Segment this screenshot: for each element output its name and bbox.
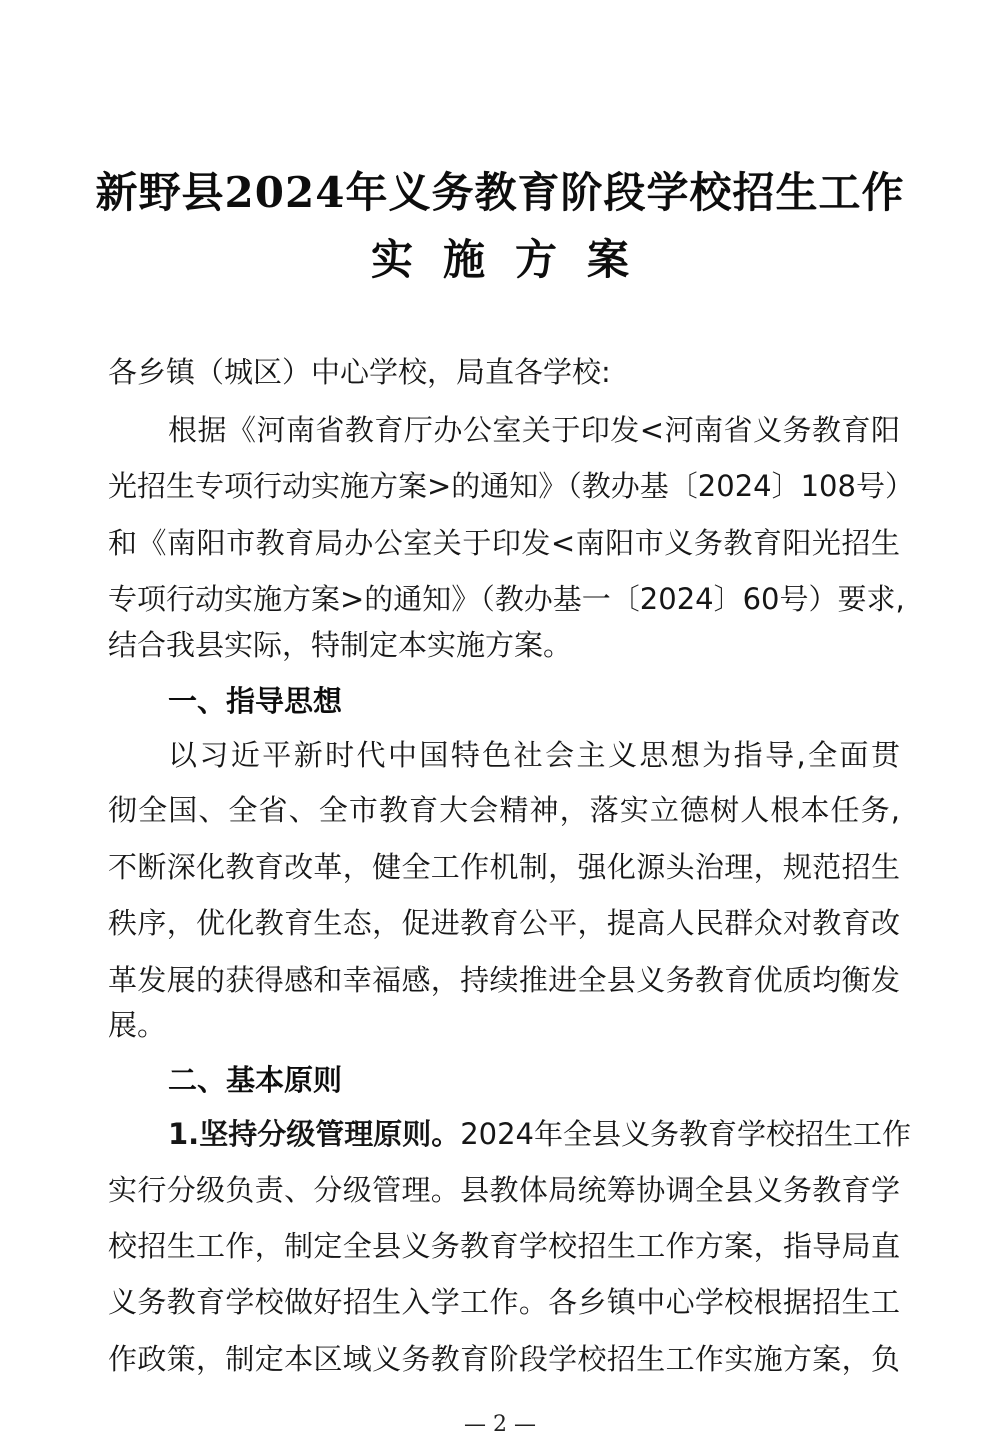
intro-line-1: 根据《河南省教育厅办公室关于印发<河南省义务教育阳: [168, 413, 900, 447]
intro-line-5: 结合我县实际，特制定本实施方案。: [108, 628, 573, 662]
section1-line-4: 秩序，优化教育生态，促进教育公平，提高人民群众对教育改: [108, 906, 900, 940]
section2-line-2: 实行分级负责、分级管理。县教体局统筹协调全县义务教育学: [108, 1173, 900, 1207]
section1-line-2: 彻全国、全省、全市教育大会精神，落实立德树人根本任务,: [108, 793, 900, 827]
intro-line-4: 专项行动实施方案>的通知》（教办基一〔2024〕60号）要求,: [108, 582, 905, 616]
principle-label: 1.坚持分级管理原则。: [168, 1117, 461, 1151]
section1-line-1: 以习近平新时代中国特色社会主义思想为指导,全面贯: [168, 738, 900, 772]
section-heading-1: 一、指导思想: [168, 684, 343, 718]
section2-item1-first-line: [168, 1114, 912, 1154]
document-title-line-2: 实施方案: [370, 235, 659, 284]
salutation: 各乡镇（城区）中心学校，局直各学校:: [108, 355, 611, 389]
section2-line-3: 校招生工作，制定全县义务教育学校招生工作方案，指导局直: [108, 1229, 900, 1263]
section1-line-6: 展。: [108, 1008, 167, 1042]
section-heading-2: 二、基本原则: [168, 1063, 343, 1097]
page-number: — 2 —: [464, 1412, 536, 1437]
section2-line-4: 义务教育学校做好招生入学工作。各乡镇中心学校根据招生工: [108, 1285, 900, 1319]
intro-line-2: 光招生专项行动实施方案>的通知》（教办基〔2024〕108号）: [108, 469, 914, 503]
section2-line-5: 作政策，制定本区域义务教育阶段学校招生工作实施方案，负: [108, 1342, 900, 1376]
section1-line-3: 不断深化教育改革，健全工作机制，强化源头治理，规范招生: [108, 850, 900, 884]
document-title-line-1: 新野县2024年义务教育阶段学校招生工作: [95, 168, 905, 217]
section1-line-5: 革发展的获得感和幸福感，持续推进全县义务教育优质均衡发: [108, 963, 900, 997]
intro-line-3: 和《南阳市教育局办公室关于印发<南阳市义务教育阳光招生: [108, 526, 900, 560]
principle-text: 2024年全县义务教育学校招生工作: [460, 1117, 912, 1151]
